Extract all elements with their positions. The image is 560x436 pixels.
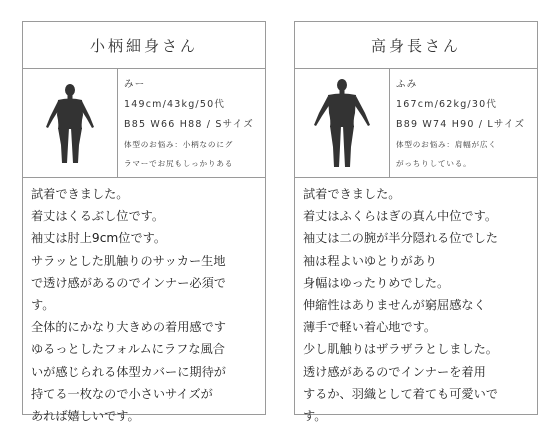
profile-row — [23, 69, 265, 178]
comment-line: 試着できました。 — [31, 187, 129, 201]
comment-line: す。 — [303, 408, 327, 423]
comment-line: で透け感があるのでインナー必須で — [31, 275, 226, 290]
model-stats: 149cm/43kg/50代 — [124, 99, 226, 110]
comment-line: す。 — [31, 297, 55, 312]
review-comment — [295, 178, 537, 427]
profile-info — [390, 69, 537, 177]
comment-line: 身幅はゆったりめでした。 — [303, 275, 450, 290]
comment-line: ゆるっとしたフォルムにラフな風合 — [31, 342, 225, 357]
comment-line: 着丈はふくらはぎの真ん中位です。 — [303, 209, 498, 224]
comment-line: 袖は程よいゆとりがあり — [303, 253, 438, 268]
model-name: ふみ — [396, 79, 418, 90]
profile-row — [295, 69, 537, 178]
body-concern-line-2: ラマーでお尻もしっかりある — [124, 159, 234, 168]
comment-line: するか、羽織として着ても可愛いで — [303, 386, 498, 401]
body-silhouette-icon — [23, 69, 118, 177]
comment-line: 袖丈は肘上9cm位です。 — [31, 231, 167, 246]
profile-info — [118, 69, 265, 177]
comment-line: 伸縮性はありませんが窮屈感なく — [303, 297, 486, 312]
body-concern-line-1: 体型のお悩み：肩幅が広く — [396, 140, 497, 149]
comment-line: 薄手で軽い着心地です。 — [303, 320, 437, 335]
body-concern-line-1: 体型のお悩み：小柄なのにグ — [124, 140, 234, 149]
comment-line: 試着できました。 — [303, 187, 401, 201]
comment-line: 着丈はくるぶし位です。 — [31, 209, 165, 224]
model-sizes: B85 W66 H88 / Sサイズ — [124, 119, 254, 130]
card-title: 高身長さん — [295, 22, 537, 69]
comment-line: 袖丈は二の腕が半分隠れる位でした — [303, 231, 498, 246]
model-sizes: B89 W74 H90 / Lサイズ — [396, 119, 526, 130]
review-comment — [23, 178, 265, 427]
comment-line: 少し肌触りはザラザラとしました。 — [303, 342, 498, 357]
model-card-petite — [22, 21, 266, 423]
model-card-tall — [294, 21, 538, 423]
comment-line: いが感じられる体型カバーに期待が — [31, 364, 226, 379]
model-stats: 167cm/62kg/30代 — [396, 99, 498, 110]
comment-line: 全体的にかなり大きめの着用感です — [31, 320, 226, 335]
comment-line: あれば嬉しいです。 — [31, 408, 140, 423]
card-title: 小柄細身さん — [23, 22, 265, 69]
body-silhouette-icon — [295, 69, 390, 177]
comment-line: 持てる一枚なので小さいサイズが — [31, 386, 213, 401]
body-concern-line-2: がっちりしている。 — [396, 159, 472, 168]
comment-line: サラッとした肌触りのサッカー生地 — [31, 253, 226, 268]
model-name: みー — [124, 79, 146, 90]
comment-line: 透け感があるのでインナーを着用 — [303, 364, 486, 379]
